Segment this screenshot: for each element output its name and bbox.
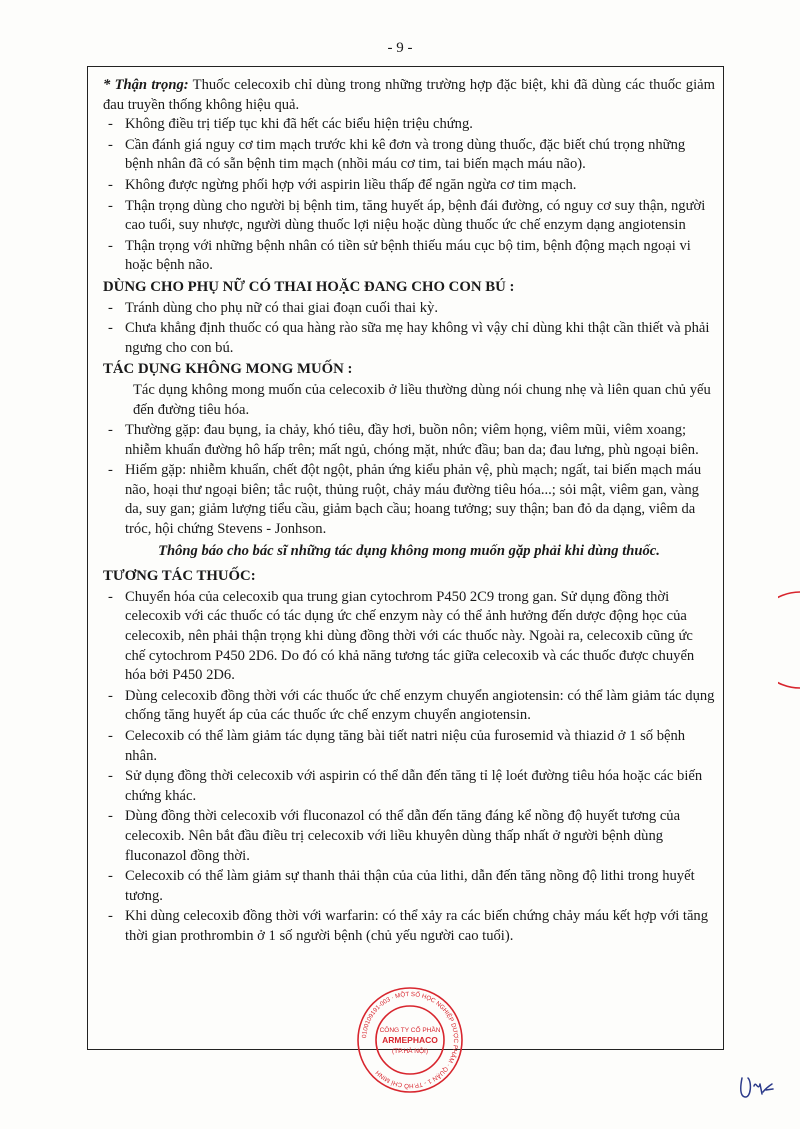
caution-list <box>103 115 715 276</box>
list-item: - Celecoxib có thể làm giảm sự thanh thải thận của của lithi, dẫn đến tăng nồng độ lithi trong huyết tương. <box>108 868 695 904</box>
list-item-text: Dùng đồng thời celecoxib với fluconazol có thể dẫn đến tăng đáng kể nồng độ huyết tương của celecoxib. Nên bắt đầu điều trị celecoxib với liều khuyên dùng thấp nhất ở người bệnh dùng fluconazol đồng thời. <box>125 808 681 864</box>
list-item-text: Sử dụng đồng thời celecoxib với aspirin có thể dẫn đến tăng tỉ lệ loét đường tiêu hóa hoặc các biến chứng khác. <box>125 768 703 804</box>
pregnancy-list <box>103 299 715 359</box>
signature-mark <box>736 1070 776 1102</box>
list-item: - Không được ngừng phối hợp với aspirin liều thấp để ngăn ngừa cơ tim mạch. <box>108 176 577 193</box>
list-item-text: Khi dùng celecoxib đồng thời với warfarin: có thể xảy ra các biến chứng chảy máu kết hợp với tăng thời gian prothrombin ở 1 số người bệnh (chủ yếu người cao tuổi). <box>125 908 709 944</box>
list-item: - Không điều trị tiếp tục khi đã hết các biểu hiện triệu chứng. <box>108 116 473 133</box>
list-item-text: Không điều trị tiếp tục khi đã hết các biểu hiện triệu chứng. <box>125 116 473 133</box>
list-item-text: Tránh dùng cho phụ nữ có thai giai đoạn cuối thai kỳ. <box>125 299 438 316</box>
caution-label: * Thận trọng: <box>103 77 189 93</box>
interactions-heading: TƯƠNG TÁC THUỐC: <box>103 568 256 585</box>
list-item: - Thường gặp: đau bụng, ỉa chảy, khó tiêu, đầy hơi, buồn nôn; viêm họng, viêm mũi, viêm xoang; nhiễm khuẩn đường hô hấp trên; mất ngủ, chóng mặt, nhức đầu; ban da; đau lưng, phù ngoại biên. <box>108 422 699 458</box>
list-item-text: Dùng celecoxib đồng thời với các thuốc ức chế enzym chuyển angiotensin: có thể làm giảm tác dụng chống tăng huyết áp của các thuốc ức chế enzym chuyển angiotensin. <box>125 687 715 724</box>
report-notice: Thông báo cho bác sĩ những tác dụng không mong muốn gặp phải khi dùng thuốc. <box>158 542 660 559</box>
caution-paragraph <box>103 76 715 115</box>
seal-line-1: CÔNG TY CỔ PHẦN <box>379 1027 441 1034</box>
list-item: - Sử dụng đồng thời celecoxib với aspirin có thể dẫn đến tăng tỉ lệ loét đường tiêu hóa hoặc các biến chứng khác. <box>108 768 703 804</box>
edge-seal-fragment <box>778 590 800 690</box>
list-item: - Thận trọng dùng cho người bị bệnh tim, tăng huyết áp, bệnh đái đường, có nguy cơ suy thận, người cao tuổi, suy nhược, người dùng thuốc lợi niệu hoặc dùng thuốc ức chế enzym dạng angiotensin <box>108 197 706 234</box>
list-item-text: Chuyển hóa của celecoxib qua trung gian cytochrom P450 2C9 trong gan. Sử dụng đồng thời celecoxib với các thuốc có tác dụng ức chế enzym này có thể ảnh hưởng đến dược động học của celecoxib, nên phải thận trọng khi dùng đồng thời với các thuốc này. Ngoài ra, celecoxib cũng ức chế cytochrom P450 2D6. Do đó có khả năng tương tác giữa celecoxib và các thuốc được chuyển hóa bởi P450 2D6. <box>125 588 695 684</box>
list-item-text: Celecoxib có thể làm giảm tác dụng tăng bài tiết natri niệu của furosemid và thiazid ở 1 số bệnh nhân. <box>125 728 686 764</box>
page-number: - 9 - <box>387 40 413 56</box>
company-seal <box>355 985 465 1095</box>
document-body <box>103 76 715 948</box>
pregnancy-heading: DÙNG CHO PHỤ NỮ CÓ THAI HOẶC ĐANG CHO CON BÚ : <box>103 278 515 295</box>
side-effects-list <box>103 421 715 540</box>
list-item: - Cần đánh giá nguy cơ tim mạch trước khi kê đơn và trong dùng thuốc, đặc biết chú trọng những bệnh nhân đã có sẵn bệnh tim mạch (nhồi máu cơ tim, tai biến mạch máu não). <box>108 136 686 173</box>
list-item-text: Thận trọng dùng cho người bị bệnh tim, tăng huyết áp, bệnh đái đường, có nguy cơ suy thận, người cao tuổi, suy nhược, người dùng thuốc lợi niệu hoặc dùng thuốc ức chế enzym dạng angiotensin <box>125 197 706 234</box>
list-item-text: Thường gặp: đau bụng, ỉa chảy, khó tiêu, đầy hơi, buồn nôn; viêm họng, viêm mũi, viêm xoang; nhiễm khuẩn đường hô hấp trên; mất ngủ, chóng mặt, nhức đầu; ban da; đau lưng, phù ngoại biên. <box>125 422 699 458</box>
list-item: - Celecoxib có thể làm giảm tác dụng tăng bài tiết natri niệu của furosemid và thiazid ở 1 số bệnh nhân. <box>108 728 686 764</box>
list-item-text: Hiếm gặp: nhiễm khuẩn, chết đột ngột, phản ứng kiểu phản vệ, phù mạch; ngất, tai biến mạch máu não, hoại thư ngoại biên; tắc ruột, thủng ruột, chảy máu đường tiêu hóa...; sỏi mật, viêm gan, vàng da, suy gan; giảm lượng tiểu cầu, giảm bạch cầu; hoang tưởng; suy thận; ban đỏ da dạng, viêm da tróc, hội chứng Stevens - Jonhson. <box>125 462 702 538</box>
list-item: - Hiếm gặp: nhiễm khuẩn, chết đột ngột, phản ứng kiểu phản vệ, phù mạch; ngất, tai biến mạch máu não, hoại thư ngoại biên; tắc ruột, thủng ruột, chảy máu đường tiêu hóa...; sỏi mật, viêm gan, vàng da, suy gan; giảm lượng tiểu cầu, giảm bạch cầu; hoang tưởng; suy thận; ban đỏ da dạng, viêm da tróc, hội chứng Stevens - Jonhson. <box>108 462 702 538</box>
list-item-text: Chưa khẳng định thuốc có qua hàng rào sữa mẹ hay không vì vậy chỉ dùng khi thật cần thiết và phải ngưng cho con bú. <box>125 320 710 356</box>
list-item-text: Thận trọng với những bệnh nhân có tiền sử bệnh thiếu máu cục bộ tim, bệnh động mạch ngoại vi hoặc bệnh não. <box>125 237 691 274</box>
list-item-text: Celecoxib có thể làm giảm sự thanh thải thận của của lithi, dẫn đến tăng nồng độ lithi trong huyết tương. <box>125 868 695 904</box>
seal-line-2: ARMEPHACO <box>382 1035 438 1045</box>
list-item-text: Không được ngừng phối hợp với aspirin liều thấp để ngăn ngừa cơ tim mạch. <box>125 176 577 193</box>
side-effects-intro: Tác dụng không mong muốn của celecoxib ở liều thường dùng nói chung nhẹ và liên quan chủ yếu đến đường tiêu hóa. <box>133 381 711 418</box>
list-item: - Dùng đồng thời celecoxib với fluconazol có thể dẫn đến tăng đáng kể nồng độ huyết tương của celecoxib. Nên bắt đầu điều trị celecoxib với liều khuyên dùng thấp nhất ở người bệnh dùng fluconazol đồng thời. <box>108 808 681 864</box>
list-item: - Tránh dùng cho phụ nữ có thai giai đoạn cuối thai kỳ. <box>108 299 438 316</box>
list-item: - Chưa khẳng định thuốc có qua hàng rào sữa mẹ hay không vì vậy chỉ dùng khi thật cần thiết và phải ngưng cho con bú. <box>108 320 710 356</box>
list-item: - Thận trọng với những bệnh nhân có tiền sử bệnh thiếu máu cục bộ tim, bệnh động mạch ngoại vi hoặc bệnh não. <box>108 237 691 274</box>
seal-line-3: (TP.HÀ NỘI) <box>392 1048 428 1055</box>
caution-text: Thuốc celecoxib chỉ dùng trong những trường hợp đặc biệt, khi đã dùng các thuốc giảm đau truyền thống không hiệu quả. <box>103 77 715 113</box>
list-item-text: Cần đánh giá nguy cơ tim mạch trước khi kê đơn và trong dùng thuốc, đặc biết chú trọng những bệnh nhân đã có sẵn bệnh tim mạch (nhồi máu cơ tim, tai biến mạch máu não). <box>125 136 686 173</box>
list-item: - Khi dùng celecoxib đồng thời với warfarin: có thể xảy ra các biến chứng chảy máu kết hợp với tăng thời gian prothrombin ở 1 số người bệnh (chủ yếu người cao tuổi). <box>108 908 709 944</box>
seal-outer-ring-text: 0100109191-003 · MỘT SỐ HỌC NGHIỆP DƯỢC PHẨM · QUẬN 1 - TP.HỒ CHÍ MINH <box>361 990 460 1090</box>
list-item: - Chuyển hóa của celecoxib qua trung gian cytochrom P450 2C9 trong gan. Sử dụng đồng thời celecoxib với các thuốc có tác dụng ức chế enzym này có thể ảnh hưởng đến dược động học của celecoxib, nên phải thận trọng khi dùng đồng thời với các thuốc này. Ngoài ra, celecoxib cũng ức chế cytochrom P450 2D6. Do đó có khả năng tương tác giữa celecoxib và các thuốc được chuyển hóa bởi P450 2D6. <box>108 588 695 684</box>
interactions-list <box>103 588 715 947</box>
list-item: - Dùng celecoxib đồng thời với các thuốc ức chế enzym chuyển angiotensin: có thể làm giảm tác dụng chống tăng huyết áp của các thuốc ức chế enzym chuyển angiotensin. <box>108 687 715 724</box>
side-effects-heading: TÁC DỤNG KHÔNG MONG MUỐN : <box>103 361 353 378</box>
